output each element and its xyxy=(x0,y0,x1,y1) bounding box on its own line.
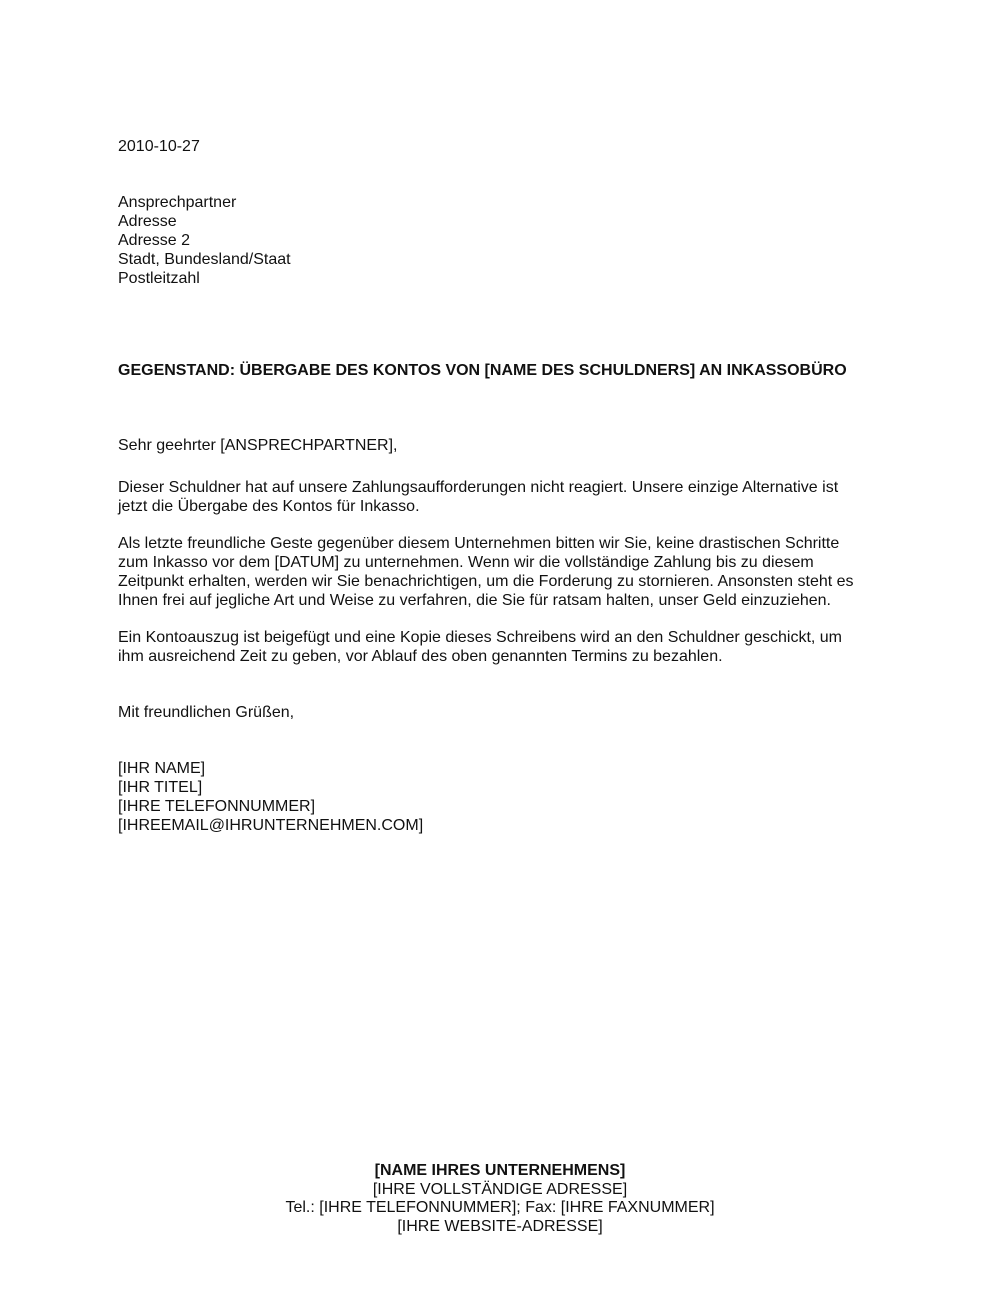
body-paragraph-3 xyxy=(118,628,898,666)
paragraph-line: zum Inkasso vor dem [DATUM] zu unternehmen. Wenn wir die vollständige Zahlung bis zu diesem xyxy=(118,554,814,571)
letter-subject: GEGENSTAND: ÜBERGABE DES KONTOS VON [NAME DES SCHULDNERS] AN INKASSOBÜRO xyxy=(118,362,847,379)
paragraph-line: jetzt die Übergabe des Kontos für Inkasso. xyxy=(118,498,420,515)
paragraph-line: Ihnen frei auf jegliche Art und Weise zu verfahren, die Sie für ratsam halten, unser Geld einzuziehen. xyxy=(118,592,831,609)
footer-contact: Tel.: [IHRE TELEFONNUMMER]; Fax: [IHRE FAXNUMMER] xyxy=(285,1199,715,1216)
paragraph-line: Dieser Schuldner hat auf unsere Zahlungsaufforderungen nicht reagiert. Unsere einzige Alternative ist xyxy=(118,479,839,496)
recipient-address-1: Adresse xyxy=(118,213,177,230)
recipient-address-2: Adresse 2 xyxy=(118,232,191,249)
body-paragraph-2 xyxy=(118,534,898,610)
footer-address: [IHRE VOLLSTÄNDIGE ADRESSE] xyxy=(372,1180,628,1198)
letterhead-footer xyxy=(0,1162,1000,1236)
footer-company-name: [NAME IHRES UNTERNEHMENS] xyxy=(374,1162,626,1179)
signature-name: [IHR NAME] xyxy=(118,760,206,777)
signature-title: [IHR TITEL] xyxy=(118,779,203,796)
signature-email: [IHREEMAIL@IHRUNTERNEHMEN.COM] xyxy=(118,817,424,834)
paragraph-line: Ein Kontoauszug ist beigefügt und eine Kopie dieses Schreibens wird an den Schuldner geschickt, um xyxy=(118,629,843,646)
letter-date: 2010-10-27 xyxy=(118,138,200,155)
paragraph-line: ihm ausreichend Zeit zu geben, vor Ablauf des oben genannten Termins zu bezahlen. xyxy=(118,648,723,665)
signature-block xyxy=(118,759,423,835)
recipient-address-block xyxy=(118,193,291,288)
signature-phone: [IHRE TELEFONNUMMER] xyxy=(118,798,316,815)
recipient-city-state: Stadt, Bundesland/Staat xyxy=(118,251,291,268)
recipient-contact: Ansprechpartner xyxy=(118,194,237,211)
letter-salutation: Sehr geehrter [ANSPRECHPARTNER], xyxy=(118,437,398,454)
paragraph-line: Zeitpunkt erhalten, werden wir Sie benachrichtigen, um die Forderung zu stornieren. Ansonsten steht es xyxy=(118,573,854,590)
letter-closing: Mit freundlichen Grüßen, xyxy=(118,704,295,721)
body-paragraph-1 xyxy=(118,478,898,516)
footer-website: [IHRE WEBSITE-ADRESSE] xyxy=(397,1217,603,1235)
recipient-postal-code: Postleitzahl xyxy=(118,270,200,287)
paragraph-line: Als letzte freundliche Geste gegenüber diesem Unternehmen bitten wir Sie, keine drastischen Schritte xyxy=(118,535,840,552)
